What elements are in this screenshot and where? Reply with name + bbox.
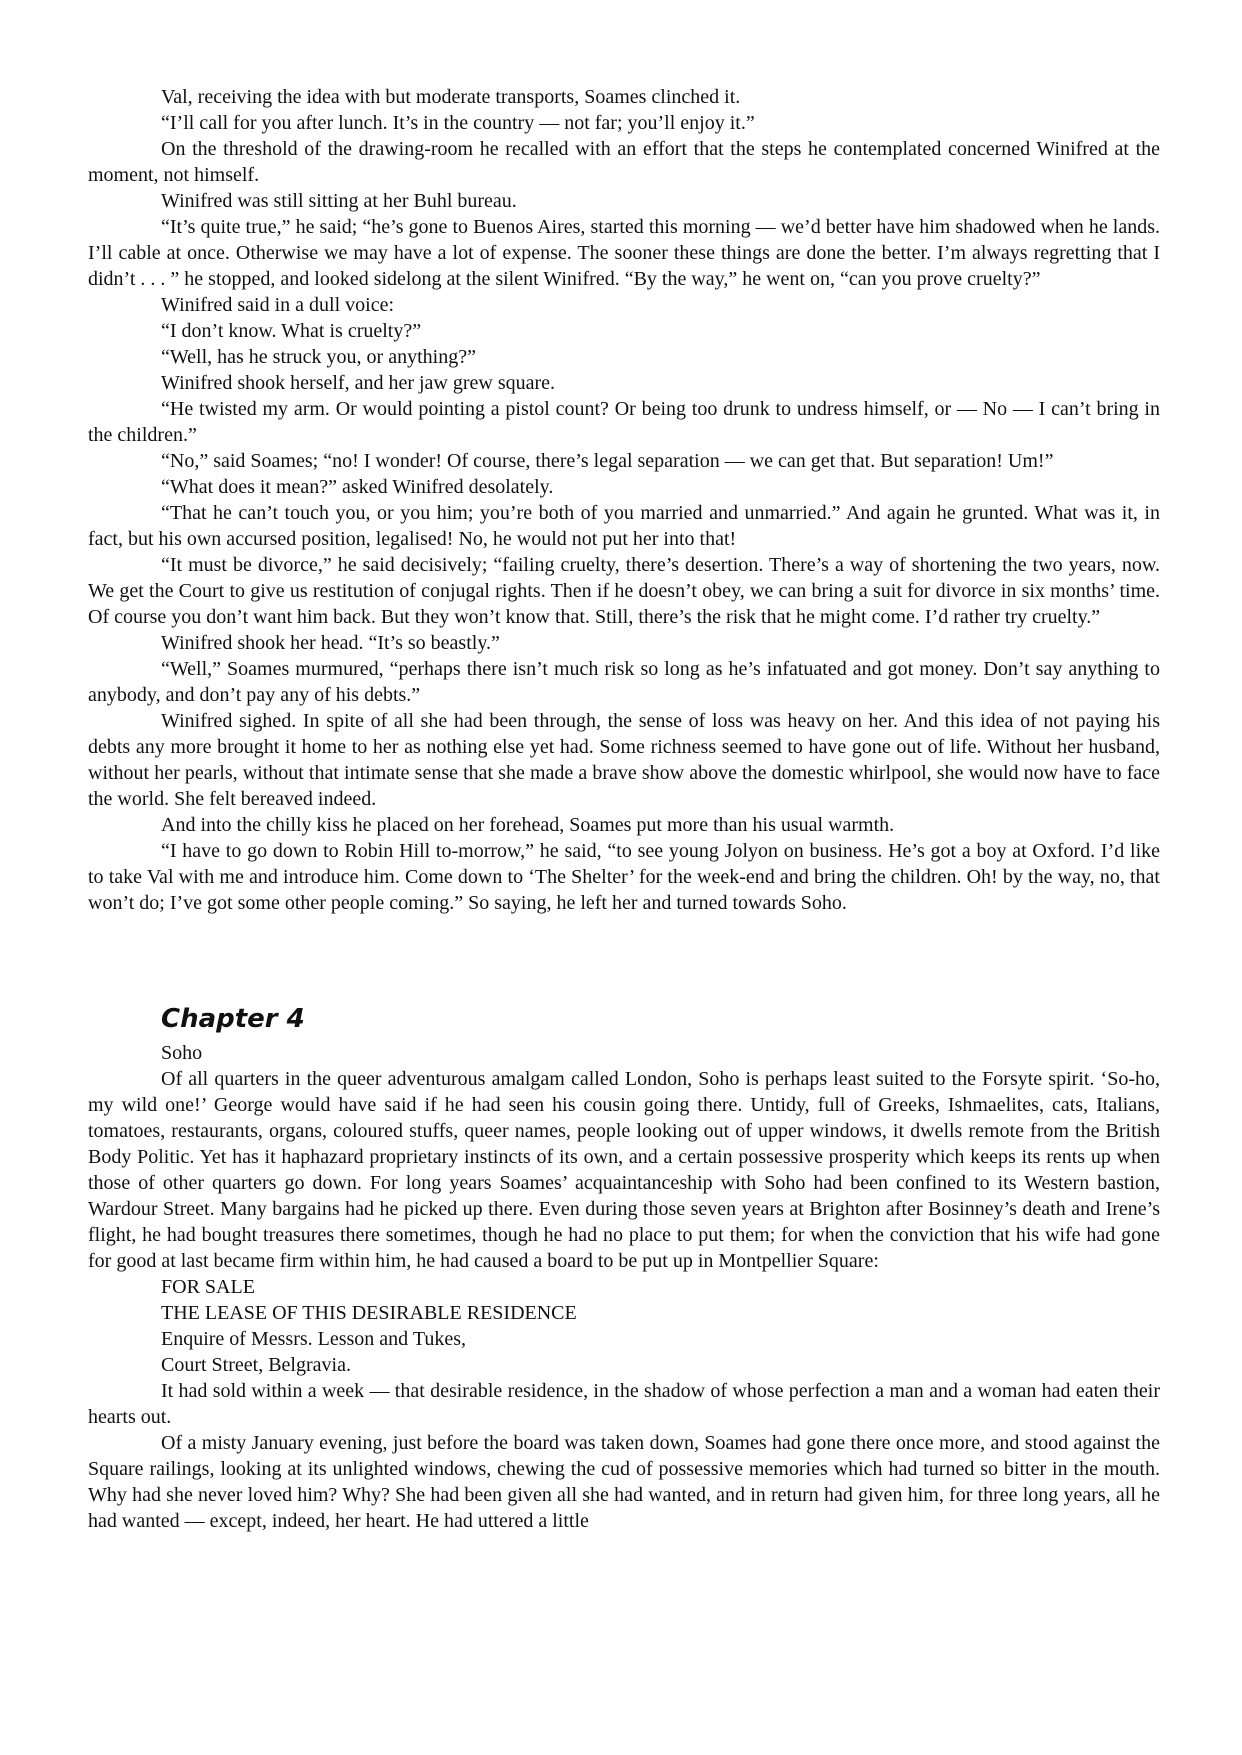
previous-chapter-text [88, 0, 1160, 916]
paragraph: “That he can’t touch you, or you him; you’re both of you married and unmarried.” And again he grunted. What was it, in fact, but his own accursed position, legalised! No, he would not put her into that! [88, 502, 1160, 550]
paragraph: “He twisted my arm. Or would pointing a pistol count? Or being too drunk to undress himself, or — No — I can’t bring in the children.” [88, 398, 1160, 446]
paragraph: Val, receiving the idea with but moderate transports, Soames clinched it. [161, 86, 741, 108]
paragraph: Winifred was still sitting at her Buhl bureau. [161, 190, 517, 212]
chapter-heading: Chapter 4 [161, 1004, 305, 1034]
paragraph: “Well,” Soames murmured, “perhaps there isn’t much risk so long as he’s infatuated and got money. Don’t say anything to anybody, and don’t pay any of his debts.” [88, 658, 1160, 706]
paragraph: “It’s quite true,” he said; “he’s gone to Buenos Aires, started this morning — we’d better have him shadowed when he lands. I’ll cable at once. Otherwise we may have a lot of expense. The sooner these things are done the better. I’m always regretting that I didn’t . . . ” he stopped, and looked sidelong at the silent Winifred. “By the way,” he went on, “can you prove cruelty?” [88, 216, 1160, 290]
paragraph: Winifred said in a dull voice: [161, 294, 395, 316]
paragraph: “I don’t know. What is cruelty?” [161, 320, 422, 342]
sign-line: FOR SALE [161, 1276, 255, 1298]
chapter-text [88, 1040, 1160, 1534]
chapter-subtitle: Soho [161, 1042, 203, 1064]
paragraph: “No,” said Soames; “no! I wonder! Of course, there’s legal separation — we can get that. But separation! Um!” [161, 450, 1054, 472]
paragraph: Of a misty January evening, just before the board was taken down, Soames had gone there once more, and stood against the Square railings, looking at its unlighted windows, chewing the cud of possessive memories which had turned so bitter in the mouth. Why had she never loved him? Why? She had been given all she had wanted, and in return had given him, for three long years, all he had wanted — except, indeed, her heart. He had uttered a little [88, 1432, 1160, 1532]
paragraph: Winifred sighed. In spite of all she had been through, the sense of loss was heavy on her. And this idea of not paying his debts any more brought it home to her as nothing else yet had. Some richness seemed to have gone out of life. Without her husband, without her pearls, without that intimate sense that she made a brave show above the domestic whirlpool, she would now have to face the world. She felt bereaved indeed. [88, 710, 1160, 810]
paragraph: It had sold within a week — that desirable residence, in the shadow of whose perfection a man and a woman had eaten their hearts out. [88, 1380, 1160, 1428]
paragraph: Winifred shook her head. “It’s so beastly.” [161, 632, 500, 654]
paragraph: Winifred shook herself, and her jaw grew square. [161, 372, 556, 394]
sign-line: Enquire of Messrs. Lesson and Tukes, [161, 1328, 466, 1350]
paragraph: “What does it mean?” asked Winifred desolately. [161, 476, 554, 498]
sign-line: Court Street, Belgravia. [161, 1354, 351, 1376]
paragraph: On the threshold of the drawing-room he recalled with an effort that the steps he contemplated concerned Winifred at the moment, not himself. [88, 138, 1160, 186]
paragraph: Of all quarters in the queer adventurous amalgam called London, Soho is perhaps least suited to the Forsyte spirit. ‘So-ho, my wild one!’ George would have said if he had seen his cousin going there. Untidy, full of Greeks, Ishmaelites, cats, Italians, tomatoes, restaurants, organs, coloured stuffs, queer names, people looking out of upper windows, it dwells remote from the British Body Politic. Yet has it haphazard proprietary instincts of its own, and a certain possessive prosperity which keeps its rents up when those of other quarters go down. For long years Soames’ acquaintanceship with Soho had been confined to its Western bastion, Wardour Street. Many bargains had he picked up there. Even during those seven years at Brighton after Bosinney’s death and Irene’s flight, he had bought treasures there sometimes, though he had no place to put them; for when the conviction that his wife had gone for good at last became firm within him, he had caused a board to be put up in Montpellier Square: [88, 1068, 1160, 1272]
paragraph: “It must be divorce,” he said decisively; “failing cruelty, there’s desertion. There’s a way of shortening the two years, now. We get the Court to give us restitution of conjugal rights. Then if he doesn’t obey, we can bring a suit for divorce in six months’ time. Of course you don’t want him back. But they won’t know that. Still, there’s the risk that he might come. I’d rather try cruelty.” [88, 554, 1160, 628]
paragraph: “Well, has he struck you, or anything?” [161, 346, 476, 368]
paragraph: And into the chilly kiss he placed on her forehead, Soames put more than his usual warmth. [161, 814, 895, 836]
paragraph: “I’ll call for you after lunch. It’s in the country — not far; you’ll enjoy it.” [161, 112, 755, 134]
sign-line: THE LEASE OF THIS DESIRABLE RESIDENCE [161, 1302, 577, 1324]
paragraph: “I have to go down to Robin Hill to-morrow,” he said, “to see young Jolyon on business. He’s got a boy at Oxford. I’d like to take Val with me and introduce him. Come down to ‘The Shelter’ for the week-end and bring the children. Oh! by the way, no, that won’t do; I’ve got some other people coming.” So saying, he left her and turned towards Soho. [88, 840, 1160, 914]
